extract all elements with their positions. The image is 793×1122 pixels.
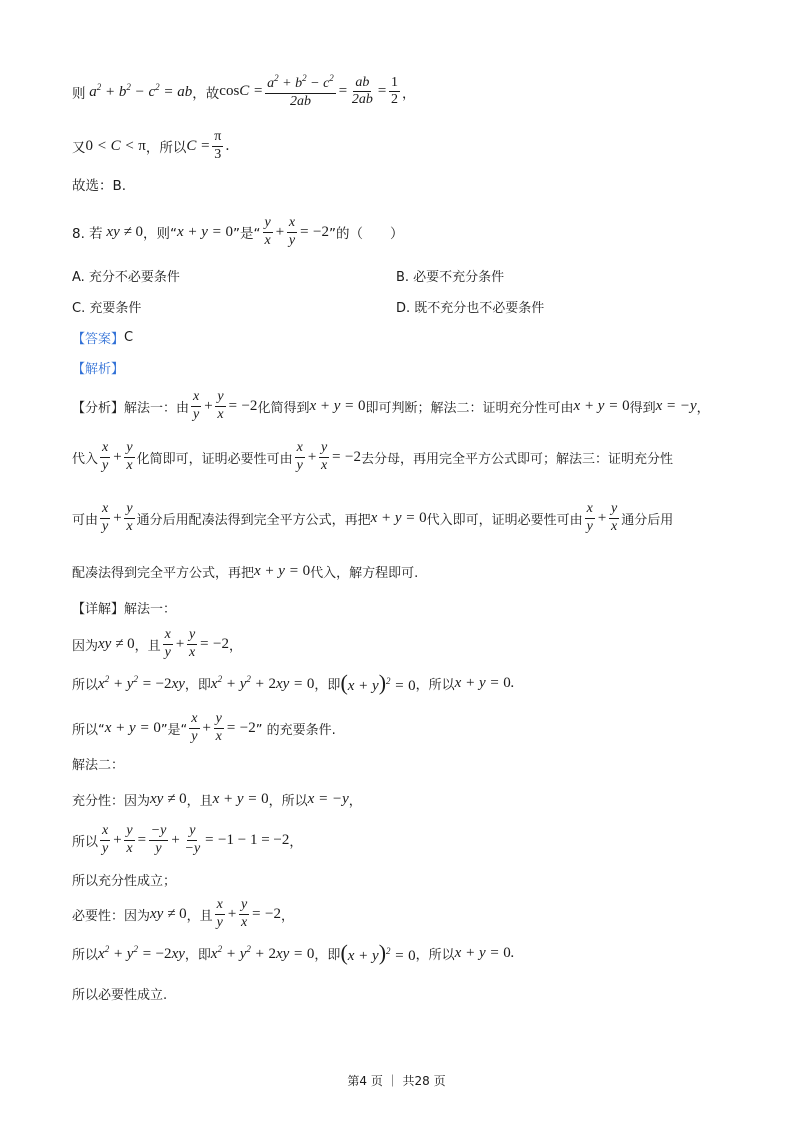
text: 8. 若: [72, 226, 103, 243]
text: ” 的充要条件.: [255, 722, 336, 738]
text: ，所以: [415, 678, 455, 693]
analysis-p2: 代入 $\frac{x}{y}$ + $\frac{y}{x}$ 化简即可，证明必要性可由 $\frac{x}{y}$ + $\frac{y}{x}$ = −2 去分母，再用完全平方公式即可；解法三：证明充分性: [72, 440, 674, 473]
line-c-range: [72, 130, 230, 162]
formula: cosC =: [219, 83, 264, 100]
necessity-l2: 所以 $x^2 + y^2 = -2xy$ ，即 $x^2 + y^2 + 2xy = 0$ ，即 $(x + y)^2 = 0$ ，所以 x + y = 0.: [72, 940, 515, 965]
text: 可由: [72, 512, 99, 528]
fraction: $\frac{x}{y}$: [193, 389, 200, 422]
text: 所以: [72, 834, 99, 850]
answer-line: [72, 328, 133, 347]
text: 所以必要性成立.: [72, 988, 168, 1003]
fraction: $\frac{x}{y}$: [102, 440, 109, 473]
option-b: B. 必要不充分条件: [396, 270, 505, 285]
text: 又: [72, 140, 86, 157]
fraction: $\frac{y}{x}$: [215, 711, 222, 744]
fraction: $\frac{1}{2}$: [391, 74, 399, 108]
necessity-l3: [72, 984, 167, 1003]
text: ，即: [184, 948, 211, 963]
text: ”的（ ）: [328, 226, 404, 243]
text: ，即: [314, 678, 341, 693]
fraction: $\frac{ab}{2ab}$: [351, 74, 373, 108]
option-d: D. 既不充分也不必要条件: [396, 301, 545, 316]
text: ，且: [134, 638, 161, 654]
fraction: $\frac{y}{x}$: [240, 897, 248, 930]
text: 故选：B.: [72, 178, 127, 194]
detail-l3: 所以“ x + y = 0 ”是“ $\frac{x}{y}$ + $\frac{y}{x}$ = −2 ” 的充要条件.: [72, 711, 336, 744]
detail-l2: 所以 $x^2 + y^2 = -2xy$ ，即 $x^2 + y^2 + 2xy = 0$ ，即 $(x + y)^2 = 0$ ，所以 x + y = 0.: [72, 670, 515, 695]
analysis-p3: 可由 $\frac{x}{y}$ + $\frac{y}{x}$ 通分后用配凑法得到完全平方公式，再把 x + y = 0 代入即可，证明必要性可由 $\frac{x}{y}$ + $\frac{y}{x}$ 通分后用: [72, 501, 674, 534]
formula: C =: [186, 137, 211, 154]
text: ”是“: [160, 722, 188, 738]
fraction: $\frac{x}{y}$: [586, 501, 593, 534]
detail-heading: [72, 598, 176, 617]
line-cos-c: 则 $a^2 + b^2 - c^2$ = ab ，故 cosC = $\frac{a^2 + b^2 - c^2}{2ab}$ = $\frac{ab}{2ab}$ = $\frac{1}{2}$ ，: [72, 73, 416, 109]
method-two: [72, 754, 124, 773]
formula: 0 < C < π: [85, 137, 146, 154]
fraction: $\frac{y}{x}$: [126, 823, 133, 856]
text: 通分后用配凑法得到完全平方公式，再把: [136, 512, 371, 528]
fraction: $\frac{a^2 + b^2 - c^2}{2ab}$: [267, 73, 334, 109]
text: ，且: [186, 908, 213, 924]
text: 代入，解方程即可.: [310, 566, 419, 581]
text: 配凑法得到完全平方公式，再把: [72, 566, 255, 581]
analysis-p4: 配凑法得到完全平方公式，再把 x + y = 0 代入，解方程即可.: [72, 563, 419, 581]
fraction: $\frac{y}{x}$: [217, 389, 224, 422]
text: 化简即可，证明必要性可由: [136, 451, 293, 467]
text: .: [225, 138, 230, 155]
option-a: A. 充分不必要条件: [72, 270, 180, 285]
fraction: $\frac{x}{y}$: [102, 501, 109, 534]
analysis-p1: 【分析】 解法一：由 $\frac{x}{y}$ + $\frac{y}{x}$ = −2 化简得到 x + y = 0 即可判断；解法二：证明充分性可由 x + y = 0 得到 x = −y ，: [72, 389, 710, 422]
text: ，即: [314, 948, 341, 963]
formula: xy ≠ 0: [102, 223, 143, 240]
text: 解法一：由: [124, 400, 190, 416]
text: 解法二：: [72, 758, 125, 773]
fraction: $\frac{x}{y}$: [288, 215, 296, 248]
text: ，故: [192, 85, 220, 102]
text: ，: [229, 638, 243, 654]
text: 必要性：因为: [72, 908, 151, 924]
text: 去分母，再用完全平方公式即可；解法三：证明充分性: [361, 451, 674, 467]
detail-l1: 因为 xy ≠ 0 ，且 $\frac{x}{y}$ + $\frac{y}{x}$ = −2 ，: [72, 627, 243, 660]
fraction: $\frac{y}{x}$: [611, 501, 618, 534]
text: ，所以: [415, 948, 455, 963]
analysis-tag: 【解析】: [72, 362, 125, 377]
sufficiency-l1: 充分性：因为 xy ≠ 0 ，且 x + y = 0 ，所以 x = −y ，: [72, 791, 362, 809]
text: 解法一：: [124, 602, 177, 617]
text: 即可判断；解法二：证明充分性可由: [365, 400, 574, 416]
text: 所以充分性成立；: [72, 874, 177, 889]
text: ，: [402, 85, 416, 102]
formula: x + y = 0: [176, 223, 234, 240]
text: ，所以: [145, 140, 187, 157]
detail-tag: 【详解】: [72, 602, 125, 617]
text: 得到: [629, 400, 656, 416]
text: 代入: [72, 451, 99, 467]
text: ，所以: [268, 794, 308, 809]
answer-tag: 【答案】: [72, 332, 125, 347]
question-8: 8. 若 xy ≠ 0 ，则“ x + y = 0 ”是“ $\frac{y}{x}$ + $\frac{x}{y}$ = −2 ”的（ ）: [72, 215, 404, 248]
text: ，且: [186, 794, 213, 809]
text: ，即: [184, 678, 211, 693]
text: 化简得到: [257, 400, 310, 416]
fraction: $\frac{-y}{y}$: [150, 823, 167, 856]
fraction: $\frac{x}{y}$: [296, 440, 303, 473]
necessity-l1: 必要性：因为 xy ≠ 0 ，且 $\frac{x}{y}$ + $\frac{y}{x}$ = −2 ，: [72, 897, 295, 930]
text: ，则“: [142, 226, 177, 243]
text: 所以: [72, 948, 99, 963]
fraction: $\frac{y}{x}$: [264, 215, 271, 248]
fraction: $\frac{y}{x}$: [188, 627, 196, 660]
sufficiency-l2: 所以 $\frac{x}{y}$ + $\frac{y}{x}$ = $\frac{-y}{y}$ + $\frac{y}{-y}$ = −1 − 1 = −2 ，: [72, 823, 303, 856]
text: ”是“: [233, 226, 261, 243]
text: 充分性：因为: [72, 794, 151, 809]
fraction: $\frac{x}{y}$: [216, 897, 223, 930]
text: 代入即可，证明必要性可由: [426, 512, 583, 528]
fraction: $\frac{x}{y}$: [102, 823, 109, 856]
fraction: $\frac{y}{-y}$: [184, 823, 201, 856]
option-c: C. 充要条件: [72, 301, 142, 316]
text: 则: [72, 85, 86, 102]
line-choose: [72, 174, 126, 194]
sufficiency-l3: [72, 870, 176, 889]
text: 通分后用: [621, 512, 674, 528]
fraction: $\frac{x}{y}$: [191, 711, 198, 744]
fraction: $\frac{y}{x}$: [320, 440, 328, 473]
text: 所以“: [72, 722, 105, 738]
answer-value: C: [124, 330, 134, 345]
formula: $a^2 + b^2 - c^2$ = ab: [85, 82, 193, 101]
fraction: $\frac{y}{x}$: [126, 440, 133, 473]
text: 因为: [72, 638, 99, 654]
fx-tag: 【分析】: [72, 400, 125, 416]
fraction: $\frac{x}{y}$: [164, 627, 171, 660]
page-footer: 第4 页 ｜ 共28 页: [347, 1074, 446, 1088]
fraction: $\frac{\pi}{3}$: [214, 129, 222, 162]
fraction: $\frac{y}{x}$: [126, 501, 133, 534]
analysis-line: [72, 358, 124, 377]
text: 所以: [72, 678, 99, 693]
